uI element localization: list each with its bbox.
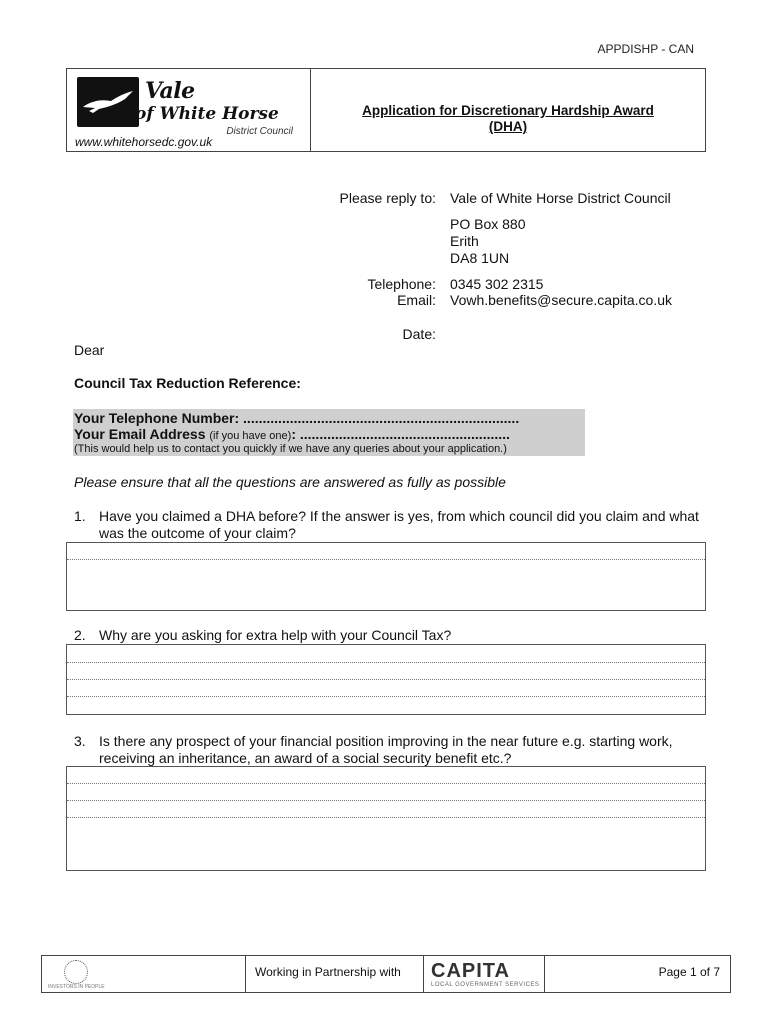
- contact-note: (This would help us to contact you quickly if we have any queries about your application.): [74, 443, 507, 455]
- email-address-label: Your Email Address: [74, 426, 206, 442]
- answer-line: [67, 679, 705, 680]
- reply-address-line3: DA8 1UN: [450, 250, 510, 266]
- page-title-line2: (DHA): [488, 119, 528, 134]
- question-1-number: 1.: [74, 508, 86, 524]
- email-address-dots: ......................................................: [299, 426, 510, 442]
- document-code: APPDISHP - CAN: [597, 42, 694, 56]
- email-value[interactable]: Vowh.benefits@secure.capita.co.uk: [450, 292, 673, 308]
- page-title-line1: Application for Discretionary Hardship Award: [362, 103, 654, 118]
- ctr-reference-label: Council Tax Reduction Reference:: [74, 375, 301, 391]
- question-3: [74, 733, 704, 767]
- question-2-text: Why are you asking for extra help with your Council Tax?: [99, 627, 452, 643]
- reply-to-label: Please reply to:: [339, 190, 436, 206]
- answer-line: [67, 800, 705, 801]
- email-label: Email:: [397, 292, 436, 308]
- telephone-value: 0345 302 2315: [450, 276, 544, 292]
- answer-line: [67, 559, 705, 560]
- answer-line: [67, 696, 705, 697]
- question-2: [74, 627, 704, 644]
- logo-text-district: District Council: [226, 126, 293, 137]
- header-box: [66, 68, 706, 152]
- logo-text-vale: Vale: [145, 78, 195, 104]
- capita-logo-text: CAPITA: [431, 960, 510, 982]
- answer-box-1[interactable]: [66, 542, 706, 611]
- answer-line: [67, 817, 705, 818]
- footer: [41, 955, 731, 993]
- investors-in-people-text: INVESTORS IN PEOPLE: [48, 984, 105, 990]
- footer-divider: [245, 956, 246, 992]
- white-horse-logo-icon: [77, 77, 139, 127]
- answer-box-3[interactable]: [66, 766, 706, 871]
- email-address-colon: :: [291, 426, 296, 442]
- reply-address-line2: Erith: [450, 233, 479, 249]
- telephone-label: Telephone:: [367, 276, 436, 292]
- council-website-link[interactable]: www.whitehorsedc.gov.uk: [75, 135, 213, 149]
- question-3-text: Is there any prospect of your financial position improving in the near future e.g. starting work, receiving an inheritance, an award of a social security benefit etc.?: [99, 733, 673, 766]
- email-address-field[interactable]: [74, 426, 510, 442]
- telephone-number-label: Your Telephone Number:: [74, 410, 240, 426]
- answer-line: [67, 783, 705, 784]
- investors-in-people-icon: [64, 960, 88, 984]
- telephone-number-field[interactable]: [74, 410, 519, 426]
- question-1: [74, 508, 704, 542]
- date-label: Date:: [402, 326, 436, 342]
- footer-divider: [544, 956, 545, 992]
- email-address-hint: (if you have one): [209, 430, 292, 442]
- instruction-text: Please ensure that all the questions are answered as fully as possible: [74, 474, 506, 490]
- page-number: Page 1 of 7: [658, 965, 720, 979]
- telephone-number-dots: .......................................................................: [243, 410, 520, 426]
- capita-logo-subtext: LOCAL GOVERNMENT SERVICES: [431, 982, 540, 988]
- reply-org: Vale of White Horse District Council: [450, 190, 671, 206]
- partnership-text: Working in Partnership with: [255, 965, 401, 979]
- question-1-text: Have you claimed a DHA before? If the answer is yes, from which council did you claim and what was the outcome of your claim?: [99, 508, 699, 541]
- council-logo: [75, 74, 297, 137]
- question-2-number: 2.: [74, 627, 86, 643]
- answer-line: [67, 662, 705, 663]
- reply-address-line1: PO Box 880: [450, 216, 526, 232]
- footer-divider: [423, 956, 424, 992]
- contact-details-block: [73, 409, 585, 456]
- page-title: [311, 103, 705, 135]
- salutation: Dear: [74, 342, 105, 358]
- logo-text-white-horse: of White Horse: [135, 104, 279, 124]
- answer-box-2[interactable]: [66, 644, 706, 715]
- question-3-number: 3.: [74, 733, 86, 749]
